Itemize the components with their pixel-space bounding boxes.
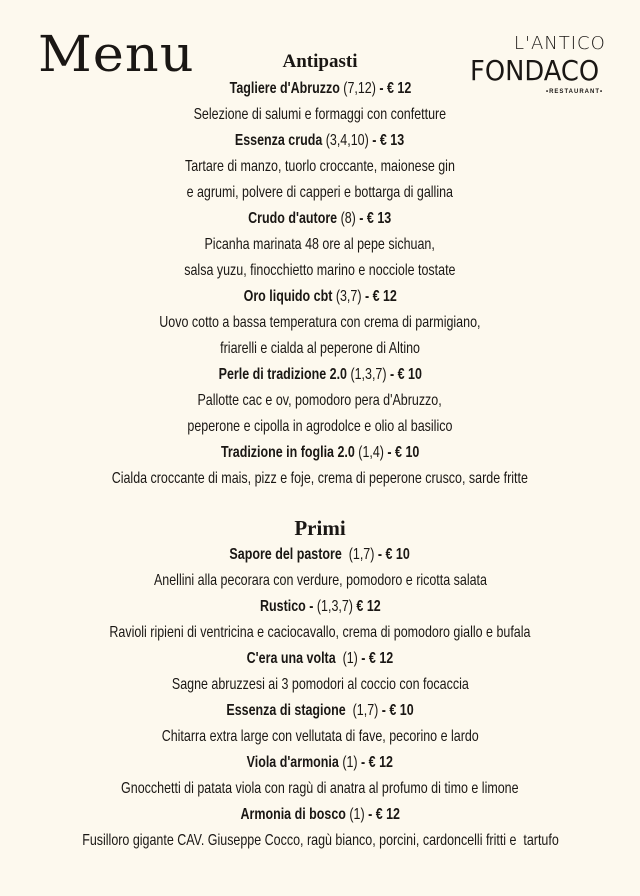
dish-name: Essenza di stagione (226, 702, 346, 719)
dish-allergens: (1,4) (354, 444, 388, 461)
dish-price: - € 12 (378, 80, 411, 97)
dish-name: Viola d'armonia (246, 754, 340, 771)
menu-item-title-text (221, 440, 419, 466)
dish-name: Crudo d'autore (248, 210, 338, 227)
dish-description-text: salsa yuzu, finocchietto marino e nocciole tostate (184, 262, 456, 279)
dish-description-text: e agrumi, polvere di capperi e bottarga di gallina (186, 184, 454, 201)
dish-description-text: Anellini alla pecorara con verdure, pomodoro e ricotta salata (153, 572, 487, 589)
dish-price: - € 10 (389, 366, 422, 383)
section-heading: Primi (294, 516, 346, 540)
dish-allergens: (1,3,7) (313, 598, 357, 615)
dish-price: - € 12 (364, 288, 397, 305)
dish-allergens: (1,7) (342, 546, 379, 563)
dish-description (0, 620, 640, 646)
dish-allergens: (8) (337, 210, 360, 227)
dish-description-text: Cialda croccante di mais, pizz e foje, crema di peperone crusco, sarde fritte (111, 470, 529, 487)
menu-title: Menu (38, 25, 195, 83)
dish-name: Sapore del pastore (229, 546, 343, 563)
menu-item-title-text (247, 750, 393, 776)
menu-item-title-text (235, 128, 404, 154)
logo-line1: L'ANTICO (514, 33, 606, 54)
menu-item-title (0, 594, 640, 620)
dish-allergens: (3,4,10) (322, 132, 373, 149)
menu-item-title (0, 440, 640, 466)
menu-item-title (0, 362, 640, 388)
dish-description (0, 310, 640, 336)
dish-description-text: Chitarra extra large con vellutata di fave, pecorino e lardo (161, 728, 479, 745)
dish-price: € 12 (356, 598, 381, 615)
dish-name: Armonia di bosco (240, 806, 346, 823)
dish-allergens: (1) (335, 650, 362, 667)
dish-name: Rustico - (259, 598, 314, 615)
dish-description (0, 388, 640, 414)
dish-price: - € 12 (367, 806, 400, 823)
menu-item-title (0, 76, 640, 102)
menu-item-title (0, 802, 640, 828)
dish-price: - € 10 (387, 444, 420, 461)
menu-item-title-text (260, 594, 381, 620)
dish-description-text: friarelli e cialda al peperone di Altino (220, 340, 420, 357)
section-heading: Antipasti (282, 51, 358, 72)
dish-price: - € 10 (381, 702, 414, 719)
dish-description-text: Picanha marinata 48 ore al pepe sichuan, (204, 236, 436, 253)
menu-item-title-text (243, 284, 396, 310)
dish-description-text: Sagne abruzzesi ai 3 pomodori al coccio con focaccia (171, 676, 469, 693)
menu-item-title (0, 206, 640, 232)
dish-description (0, 568, 640, 594)
logo-line3: •RESTAURANT• (546, 89, 604, 95)
dish-description (0, 414, 640, 440)
menu-item-title (0, 646, 640, 672)
dish-allergens: (7,12) (339, 80, 379, 97)
menu-item-title (0, 128, 640, 154)
dish-name: Essenza cruda (235, 132, 323, 149)
menu-item-title-text (248, 206, 391, 232)
dish-description-text: Ravioli ripieni di ventricina e caciocavallo, crema di pomodoro giallo e bufala (109, 624, 531, 641)
dish-price: - € 13 (372, 132, 405, 149)
dish-price: - € 12 (361, 754, 394, 771)
dish-description (0, 258, 640, 284)
menu-item-title-text (240, 802, 400, 828)
dish-description (0, 232, 640, 258)
dish-description (0, 180, 640, 206)
dish-description (0, 672, 640, 698)
section-primi (0, 514, 640, 854)
dish-allergens: (1) (339, 754, 362, 771)
dish-description (0, 102, 640, 128)
menu-item-title-text (226, 698, 413, 724)
menu-item-title-text (218, 362, 421, 388)
dish-description-text: Fusilloro gigante CAV. Giuseppe Cocco, ragù bianco, porcini, cardoncelli fritti e tartufo (81, 832, 559, 849)
dish-allergens: (1,3,7) (346, 366, 390, 383)
dish-description (0, 776, 640, 802)
dish-description (0, 828, 640, 854)
dish-name: C'era una volta (246, 650, 336, 667)
menu-item-title (0, 284, 640, 310)
dish-allergens: (3,7) (332, 288, 365, 305)
menu-item-title-text (247, 646, 394, 672)
menu-item-title-text (230, 542, 410, 568)
menu-item-title-text (229, 76, 411, 102)
dish-description (0, 336, 640, 362)
dish-price: - € 10 (378, 546, 411, 563)
dish-name: Tagliere d'Abruzzo (229, 80, 340, 97)
menu-item-title (0, 542, 640, 568)
dish-description (0, 466, 640, 492)
dish-description-text: Selezione di salumi e formaggi con confetture (193, 106, 447, 123)
dish-name: Tradizione in foglia 2.0 (220, 444, 355, 461)
menu-item-title (0, 750, 640, 776)
dish-price: - € 13 (359, 210, 392, 227)
logo-line2: FONDACO (470, 54, 600, 87)
dish-name: Oro liquido cbt (243, 288, 333, 305)
dish-description (0, 154, 640, 180)
dish-description (0, 724, 640, 750)
menu-item-title (0, 698, 640, 724)
dish-description-text: peperone e cipolla in agrodolce e olio al basilico (187, 418, 453, 435)
dish-name: Perle di tradizione 2.0 (218, 366, 347, 383)
dish-description-text: Uovo cotto a bassa temperatura con crema di parmigiano, (159, 314, 481, 331)
dish-description-text: Tartare di manzo, tuorlo croccante, maionese gin (185, 158, 455, 175)
dish-description-text: Gnocchetti di patata viola con ragù di anatra al profumo di timo e limone (121, 780, 519, 797)
dish-description-text: Pallotte cac e ov, pomodoro pera d'Abruzzo, (197, 392, 443, 409)
dish-allergens: (1,7) (345, 702, 382, 719)
dish-allergens: (1) (345, 806, 368, 823)
section-antipasti (0, 48, 640, 492)
dish-price: - € 12 (361, 650, 394, 667)
